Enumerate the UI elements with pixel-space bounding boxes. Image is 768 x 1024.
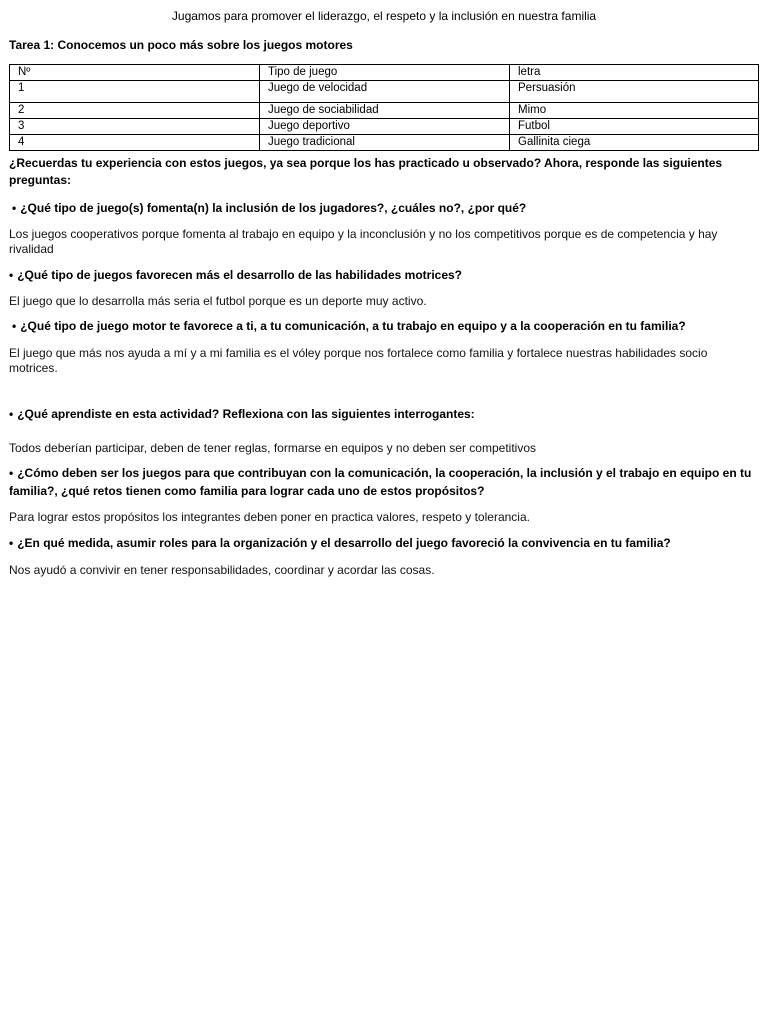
answer-2: El juego que lo desarrolla más seria el futbol porque es un deporte muy activo.	[9, 294, 427, 308]
question-1	[12, 199, 760, 217]
table-cell-number: 1	[10, 81, 260, 103]
bullet-icon: •	[9, 536, 14, 550]
document-title: Jugamos para promover el liderazgo, el respeto y la inclusión en nuestra familia	[171, 9, 597, 23]
table-cell-type: Juego deportivo	[260, 119, 510, 135]
table-cell-number: 3	[10, 119, 260, 135]
question-5	[9, 464, 757, 500]
header-cell-type: Tipo de juego	[260, 65, 510, 81]
bullet-icon: •	[9, 466, 14, 480]
task-heading: Tarea 1: Conocemos un poco más sobre los juegos motores	[9, 38, 353, 52]
table-cell-number: 4	[10, 135, 260, 151]
table-cell-letter: Gallinita ciega	[510, 135, 759, 151]
table-cell-letter: Mimo	[510, 103, 759, 119]
table-row	[10, 103, 759, 119]
question-text: ¿Qué aprendiste en esta actividad? Reflexiona con las siguientes interrogantes:	[17, 407, 475, 421]
table-row	[10, 135, 759, 151]
question-text: ¿Qué tipo de juego motor te favorece a ti, a tu comunicación, a tu trabajo en equipo y a la cooperación en tu familia?	[20, 319, 686, 333]
table-cell-type: Juego de sociabilidad	[260, 103, 510, 119]
bullet-icon: •	[9, 407, 14, 421]
table-header-row	[10, 65, 759, 81]
question-text: ¿Qué tipo de juego(s) fomenta(n) la inclusión de los jugadores?, ¿cuáles no?, ¿por qué?	[20, 201, 527, 215]
bullet-icon: •	[12, 201, 17, 215]
bullet-icon: •	[9, 268, 14, 282]
header-cell-letter: letra	[510, 65, 759, 81]
question-4	[9, 405, 757, 423]
question-text: ¿Qué tipo de juegos favorecen más el desarrollo de las habilidades motrices?	[17, 268, 463, 282]
answer-1: Los juegos cooperativos porque fomenta al trabajo en equipo y la inconclusión y no los competitivos porque es de competencia y hay rivalidad	[9, 227, 718, 256]
answer-4: Todos deberían participar, deben de tener reglas, formarse en equipos y no deben ser competitivos	[9, 441, 536, 455]
table-cell-letter: Persuasión	[510, 81, 759, 103]
answer-5: Para lograr estos propósitos los integrantes deben poner en practica valores, respeto y tolerancia.	[9, 510, 530, 524]
table-row	[10, 119, 759, 135]
table-cell-letter: Futbol	[510, 119, 759, 135]
question-6	[9, 534, 757, 552]
table-row	[10, 81, 759, 103]
games-table	[9, 64, 759, 151]
table-cell-type: Juego de velocidad	[260, 81, 510, 103]
intro-question: ¿Recuerdas tu experiencia con estos juegos, ya sea porque los has practicado u observado? Ahora, responde las siguientes preguntas:	[9, 156, 723, 187]
table-cell-type: Juego tradicional	[260, 135, 510, 151]
bullet-icon: •	[12, 319, 17, 333]
question-text: ¿En qué medida, asumir roles para la organización y el desarrollo del juego favoreció la convivencia en tu familia?	[17, 536, 671, 550]
question-text: ¿Cómo deben ser los juegos para que contribuyan con la comunicación, la cooperación, la inclusión y el trabajo en equipo en tu familia?, ¿qué retos tienen como familia para lograr cada uno de estos propósitos?	[9, 466, 752, 498]
header-cell-number: Nº	[10, 65, 260, 81]
answer-3: El juego que más nos ayuda a mí y a mi familia es el vóley porque nos fortalece como familia y fortalece nuestras habilidades socio motrices.	[9, 346, 708, 375]
question-3	[12, 317, 760, 335]
question-2	[9, 266, 757, 284]
table-cell-number: 2	[10, 103, 260, 119]
answer-6: Nos ayudó a convivir en tener responsabilidades, coordinar y acordar las cosas.	[9, 563, 435, 577]
